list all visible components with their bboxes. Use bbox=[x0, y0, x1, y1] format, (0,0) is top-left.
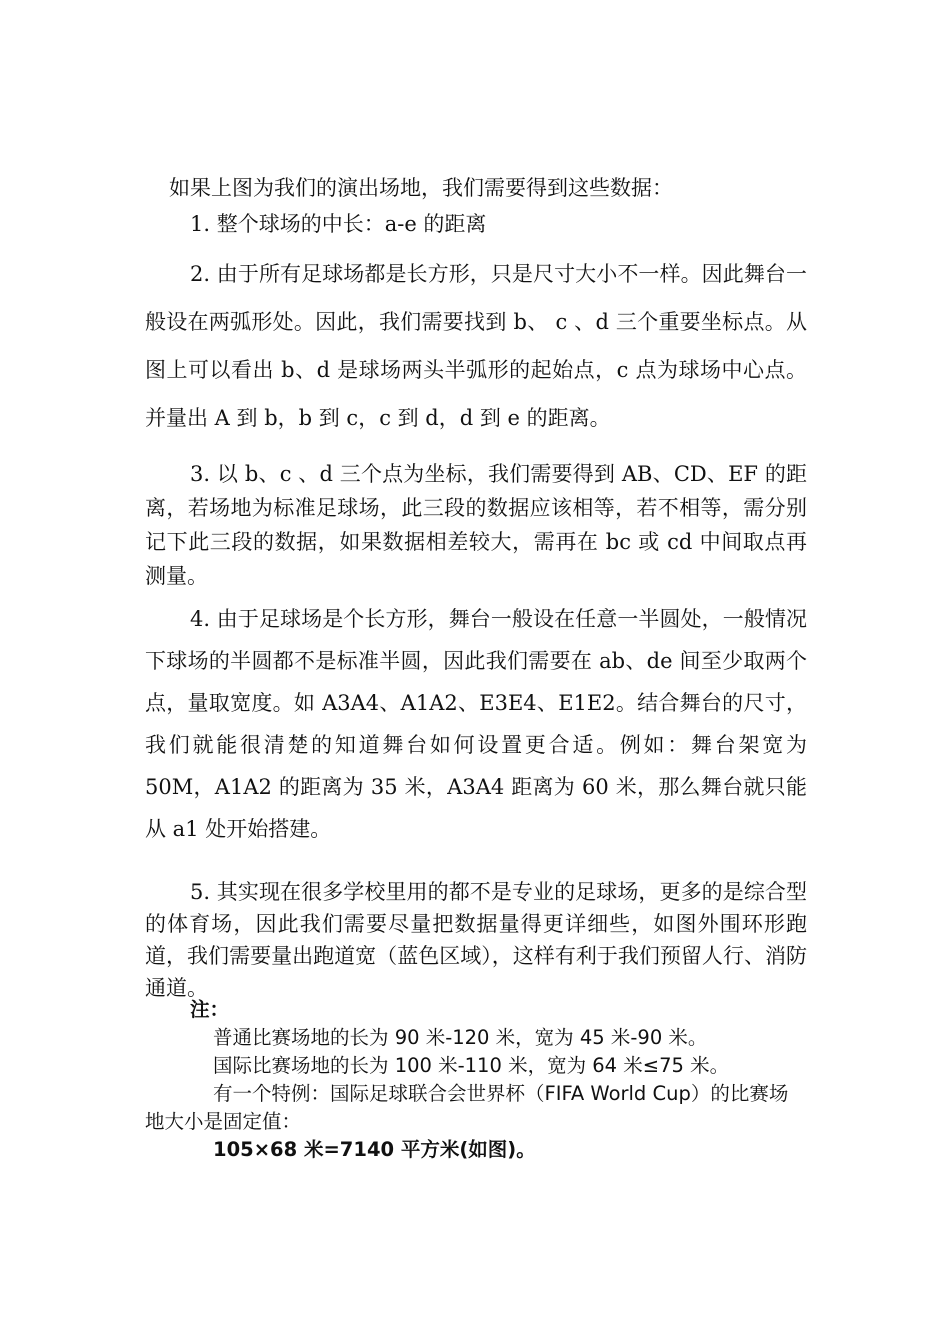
intro-paragraph: 如果上图为我们的演出场地，我们需要得到这些数据： bbox=[169, 176, 673, 200]
item-2: 2. 由于所有足球场都是长方形，只是尺寸大小不一样。因此舞台一般设在两弧形处。因此，我们需要找到 b、 c 、d 三个重要坐标点。从图上可以看出 b、d 是球场两头半弧形的起始点，c 点为球场中心点。并量出 A 到 b，b 到 c，c 到 d，d 到 e 的距离。 bbox=[145, 262, 807, 430]
item-3: 3. 以 b、c 、d 三个点为坐标，我们需要得到 AB、CD、EF 的距离，若场地为标准足球场，此三段的数据应该相等，若不相等，需分别记下此三段的数据，如果数据相差较大，需再在 bc 或 cd 中间取点再测量。 bbox=[145, 462, 807, 588]
notes-line-4: 105×68 米=7140 平方米(如图)。 bbox=[213, 1138, 536, 1161]
item-1: 1. 整个球场的中长：a-e 的距离 bbox=[190, 212, 487, 236]
notes-block bbox=[145, 996, 807, 1164]
notes-line-3: 有一个特例：国际足球联合会世界杯（FIFA World Cup）的比赛场地大小是固定值： bbox=[145, 1082, 789, 1133]
notes-line-2: 国际比赛场地的长为 100 米-110 米，宽为 64 米≤75 米。 bbox=[213, 1054, 730, 1077]
item-5-block bbox=[145, 876, 807, 1004]
item-4-block bbox=[145, 598, 807, 850]
item-5: 5. 其实现在很多学校里用的都不是专业的足球场，更多的是综合型的体育场，因此我们需要尽量把数据量得更详细些，如图外围环形跑道，我们需要量出跑道宽（蓝色区域），这样有利于我们预留人行、消防通道。 bbox=[145, 880, 807, 1000]
intro-block bbox=[145, 170, 807, 242]
item-3-block bbox=[145, 457, 807, 593]
item-2-block bbox=[145, 250, 807, 442]
notes-line-1: 普通比赛场地的长为 90 米-120 米，宽为 45 米-90 米。 bbox=[213, 1026, 708, 1049]
notes-title: 注： bbox=[190, 998, 230, 1021]
item-4: 4. 由于足球场是个长方形，舞台一般设在任意一半圆处，一般情况下球场的半圆都不是标准半圆，因此我们需要在 ab、de 间至少取两个点，量取宽度。如 A3A4、A1A2、E3E4、E1E2。结合舞台的尺寸，我们就能很清楚的知道舞台如何设置更合适。例如：舞台架宽为 50M，A1A2 的距离为 35 米，A3A4 距离为 60 米，那么舞台就只能从 a1 处开始搭建。 bbox=[145, 607, 807, 841]
